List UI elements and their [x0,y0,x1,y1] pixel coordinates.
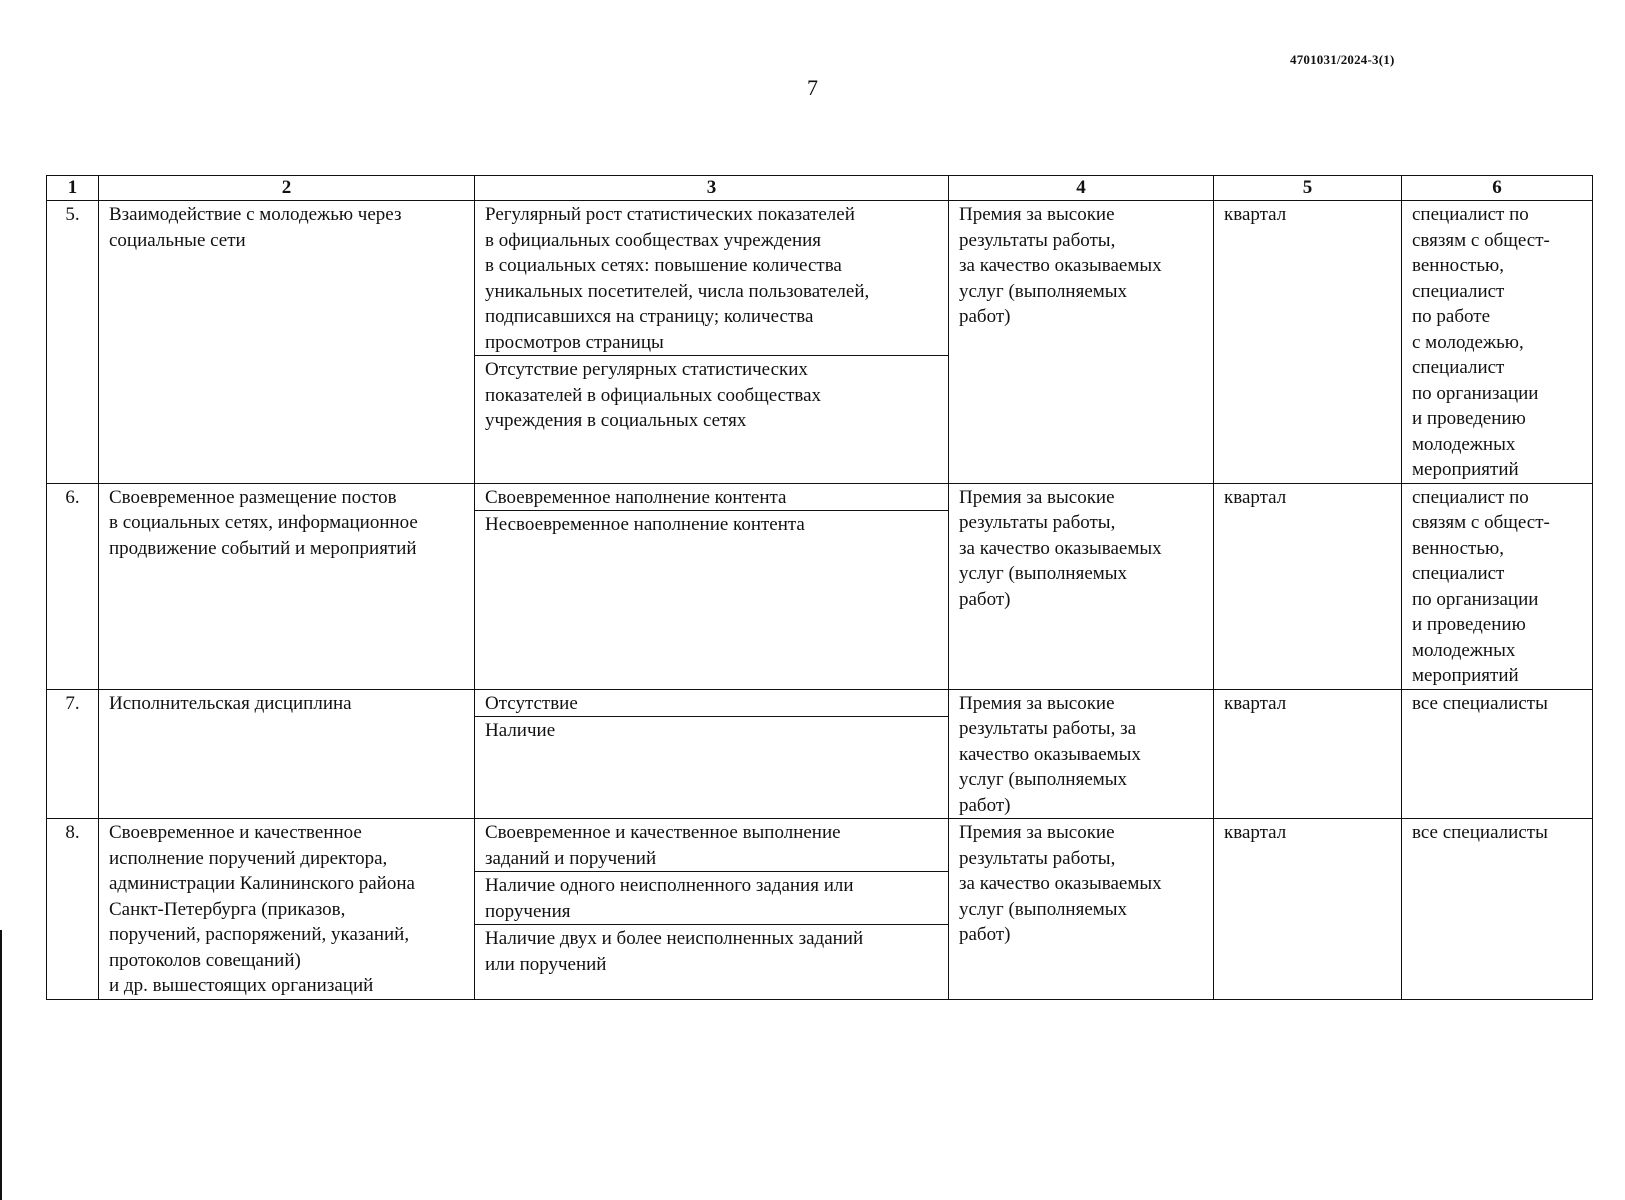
criteria-cell [475,689,949,819]
period-text: квартал [1224,822,1287,843]
indicator-cell [99,819,475,1000]
payment-cell [949,819,1214,1000]
column-header: 5 [1214,176,1402,201]
period-cell [1214,483,1402,689]
period-text: квартал [1224,204,1287,225]
responsible-cell [1402,819,1593,1000]
row-number-cell [47,483,99,689]
indicator-cell [99,483,475,689]
responsible-cell [1402,483,1593,689]
payment-text: Премия за высокие результаты работы, за качество оказываемых услуг (выполняемых работ) [959,486,1162,610]
row-number-cell [47,201,99,484]
table-row [47,483,1593,689]
payment-text: Премия за высокие результаты работы, за качество оказываемых услуг (выполняемых работ) [959,692,1141,816]
payment-text: Премия за высокие результаты работы, за качество оказываемых услуг (выполняемых работ) [959,204,1162,327]
criteria-cell [475,819,949,1000]
criteria-item: Своевременное наполнение контента [485,486,787,508]
criteria-item: Наличие [475,716,948,744]
criteria-item: Отсутствие регулярных статистических показателей в официальных сообществах учреждения в социальных сетях [475,355,948,434]
row-number-cell [47,819,99,1000]
payment-text: Премия за высокие результаты работы, за качество оказываемых услуг (выполняемых работ) [959,822,1162,945]
row-number: 6. [65,486,80,508]
row-number: 7. [65,692,80,714]
row-number: 5. [65,204,80,225]
criteria-item: Отсутствие [485,692,578,714]
criteria-cell [475,483,949,689]
responsible-text: все специалисты [1412,692,1548,714]
table-header-row [47,176,1593,201]
responsible-cell [1402,689,1593,819]
indicator-text: Исполнительская дисциплина [109,692,352,714]
criteria-item: Наличие двух и более неисполненных заданий или поручений [475,924,948,977]
period-cell [1214,819,1402,1000]
period-cell [1214,689,1402,819]
period-cell [1214,201,1402,484]
indicator-cell [99,689,475,819]
payment-cell [949,483,1214,689]
payment-cell [949,201,1214,484]
criteria-item: Несвоевременное наполнение контента [475,510,948,538]
column-header: 6 [1402,176,1593,201]
page-number: 7 [807,75,818,100]
period-text: квартал [1224,692,1287,714]
responsible-cell [1402,201,1593,484]
responsible-text: все специалисты [1412,822,1548,843]
scan-edge-line [0,930,2,1200]
row-number-cell [47,689,99,819]
indicator-text: Своевременное и качественное исполнение поручений директора, администрации Калининского района Санкт-Петербурга (приказов, поручений, распоряжений, указаний, протоколов совещаний) и др. вышестоящих организаций [109,822,415,996]
criteria-item: Регулярный рост статистических показателей в официальных сообществах учреждения в социальных сетях: повышение количества уникальных посетителей, числа пользователей, подписавшихся на страницу; количества просмотров страницы [485,204,870,353]
table-row [47,689,1593,819]
period-text: квартал [1224,486,1287,508]
column-header: 1 [47,176,99,201]
criteria-item: Своевременное и качественное выполнение заданий и поручений [485,822,841,869]
column-header: 2 [99,176,475,201]
column-header: 3 [475,176,949,201]
table-row [47,819,1593,1000]
criteria-item: Наличие одного неисполненного задания или поручения [475,871,948,924]
row-number: 8. [65,822,80,843]
indicator-text: Своевременное размещение постов в социальных сетях, информационное продвижение событий и мероприятий [109,486,418,559]
criteria-cell [475,201,949,484]
responsible-text: специалист по связям с общест- венностью, специалист по работе с молодежью, специалист по организации и проведению молодежных мероприятий [1412,204,1550,480]
criteria-table [46,175,1593,1000]
responsible-text: специалист по связям с общест- венностью, специалист по организации и проведению молодежных мероприятий [1412,486,1550,686]
document-number: 4701031/2024-3(1) [1290,52,1395,67]
column-header: 4 [949,176,1214,201]
table-row [47,201,1593,484]
indicator-cell [99,201,475,484]
indicator-text: Взаимодействие с молодежью через социальные сети [109,204,402,251]
payment-cell [949,689,1214,819]
